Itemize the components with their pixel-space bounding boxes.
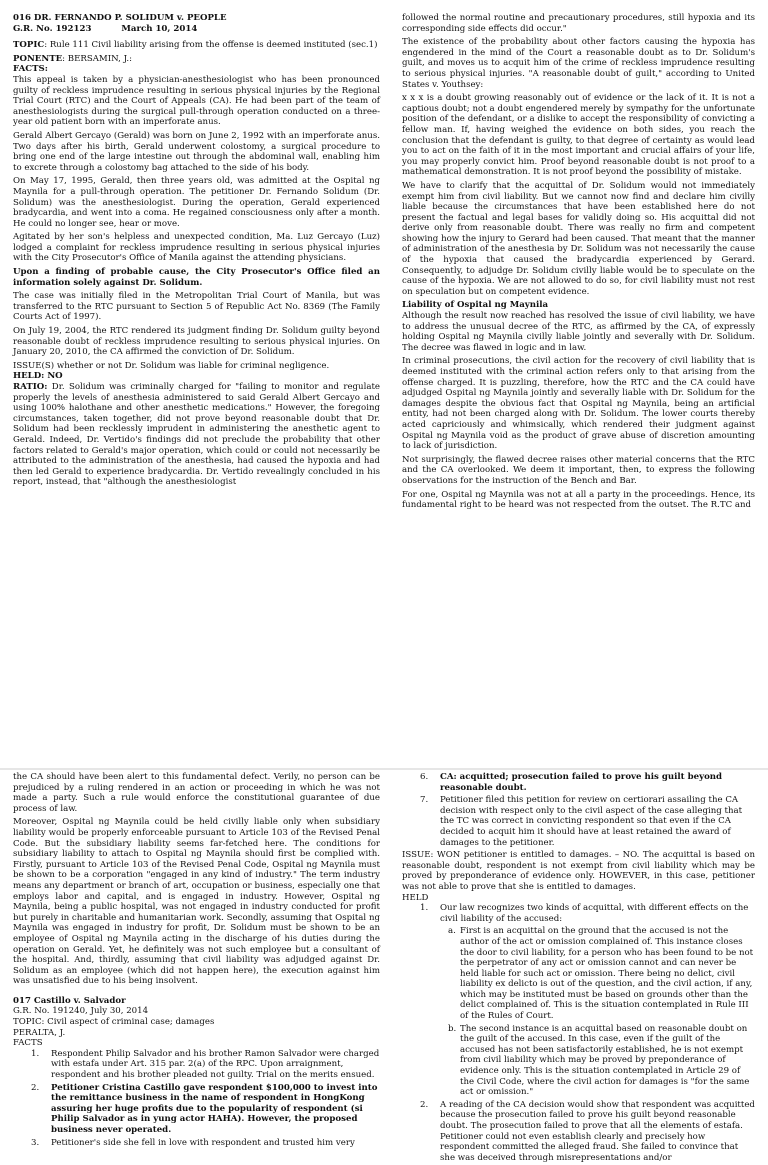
list-item: 1. Respondent Philip Salvador and his brother Ramon Salvador were charged with estafa under Art. 315 par. 2(a) of the RPC. Upon arraignment, respondent and his brother pleaded not guilty. Trial on the merits ensued.: [31, 1048, 380, 1081]
page-one-right-column: [402, 13, 755, 514]
ratio-continued: x x x is a doubt growing reasonably out of evidence or the lack of it. It is not a captious doubt; not a doubt engendered merely by sympathy for the unfortunate position of the defendant, or a dislike to accept the responsibility of convicting a fellow man. If, having weighed the evidence on both sides, you reach the conclusion that the defendant is guilty, to that degree of certainty as would lead you to act on the faith of it in the most important and crucial affairs of your life, you may properly convict him. Proof beyond reasonable doubt is not proof to a mathematical demonstration. It is not proof beyond the possibility of mistake.: [402, 93, 755, 178]
case-title: 017 Castillo v. Salvador: [13, 995, 126, 1006]
facts-paragraph: On July 19, 2004, the RTC rendered its judgment finding Dr. Solidum guilty beyond reasonable doubt of reckless imprudence resulting to serious physical injuries. On January 20, 2010, the CA affirmed the conviction of Dr. Solidum.: [13, 326, 380, 358]
list-item: 6. CA: acquitted; prosecution failed to prove his guilt beyond reasonable doubt.: [420, 772, 723, 793]
ratio-continued: followed the normal routine and precautionary procedures, still hypoxia and its corresponding side effects did occur.": [402, 13, 755, 34]
list-item: 1. Our law recognizes two kinds of acquittal, with different effects on the civil liability of the accused:: [420, 903, 749, 924]
ratio-paragraph: RATIO: Dr. Solidum was criminally charged for "failing to monitor and regulate properly the levels of anesthesia administered to said Gerald Albert Gercayo and using 100% halothane and other anesthetic medications." However, the foregoing circumstances, taken together, did not prove beyond reasonable doubt that Dr. Solidum had been recklessly imprudent in administering the anesthetic agent to Gerald. Indeed, Dr. Vertido's findings did not preclude the probability that other factors related to Gerald's major operation, which could or could not necessarily be attributed to the administration of the anesthesia, had caused the hypoxia and had then led Gerald to experience bradycardia. Dr. Vertido revealingly concluded in his report, instead, that "although the anesthesiologist: [13, 382, 380, 488]
case-gr-number: G.R. No. 191240, July 30, 2014: [13, 1006, 149, 1017]
ratio-continued: Not surprisingly, the flawed decree raises other material concerns that the RTC and the CA overlooked. We deem it important, then, to express the following observations for the instruction of the Bench and Bar.: [402, 454, 755, 486]
facts-paragraph: Upon a finding of probable cause, the City Prosecutor's Office filed an information solely against Dr. Solidum.: [13, 267, 380, 288]
issue-line: ISSUE(S) whether or not Dr. Solidum was liable for criminal negligence.: [13, 360, 330, 371]
list-item: 2. A reading of the CA decision would show that respondent was acquitted because the prosecution failed to prove his guilt beyond reasonable doubt. The prosecution failed to prove that all the elements of estafa. Petitioner could not even establish clearly and precisely how respondent committed the alleged fraud. She failed to convince that she was deceived through misrepresentations and/or: [420, 1099, 755, 1163]
page-two: [0, 770, 768, 1163]
topic-line: TOPIC: Civil aspect of criminal case; damages: [13, 1017, 215, 1028]
facts-heading: FACTS: [13, 1038, 43, 1049]
list-item: 3. Petitioner's side she fell in love with respondent and trusted him very: [31, 1137, 355, 1148]
facts-list: [402, 772, 755, 848]
held-line: HELD: [402, 892, 429, 903]
ratio-continued: Although the result now reached has resolved the issue of civil liability, we have to address the unusual decree of the RTC, as affirmed by the CA, of expressly holding Ospital ng Maynila civilly liable jointly and severally with Dr. Solidum. The decree was flawed in logic and in law.: [402, 311, 755, 353]
list-item: 7. Petitioner filed this petition for review on certiorari assailing the CA decision with respect only to the civil aspect of the case alleging that the TC was correct in convicting respondent so that even if the CA decided to acquit him it should have at least retained the award of damages to the petitioner.: [420, 795, 743, 848]
ratio-continued: For one, Ospital ng Maynila was not at all a party in the proceedings. Hence, its fundamental right to be heard was not respected from the outset. The R.TC and: [402, 489, 755, 511]
case-title: 016 DR. FERNANDO P. SOLIDUM v. PEOPLE: [13, 13, 227, 23]
topic-line: TOPIC: Rule 111 Civil liability arising from the offense is deemed instituted (sec.1): [13, 40, 378, 51]
facts-heading: FACTS:: [13, 64, 48, 75]
ratio-continued: Moreover, Ospital ng Maynila could be held civilly liable only when subsidiary liability would be properly enforceable pursuant to Article 103 of the Revised Penal Code. But the subsidiary liability seems far-fetched here. The conditions for subsidiary liability to attach to Ospital ng Maynila should first be complied with. Firstly, pursuant to Article 103 of the Revised Penal Code, Ospital ng Maynila must be shown to be a corporation "engaged in any kind of industry." The term industry means any department or branch of art, occupation or business, especially one that employs labor and capital, and is engaged in industry. However, Ospital ng Maynila, being a public hospital, was not engaged in industry conducted for profit but purely in charitable and humanitarian work. Secondly, assuming that Ospital ng Maynila was engaged in industry for profit, Dr. Solidum must be shown to be an employee of Ospital ng Maynila acting in the discharge of his duties during the operation on Gerald. Yet, he definitely was not such employee but a consultant of the hospital. And, thirdly, assuming that civil liability was adjudged against Dr. Solidum as an employee (which did not happen here), the execution against him was unsatisfied due to his being insolvent.: [13, 817, 380, 987]
page-two-right-column: [402, 772, 755, 1165]
ratio-continued: The existence of the probability about other factors causing the hypoxia has engendered in the mind of the Court a reasonable doubt as to Dr. Solidum's guilt, and moves us to acquit him of the crime of reckless imprudence resulting to serious physical injuries. "A reasonable doubt of guilt," according to United States v. Youthsey:: [402, 37, 755, 90]
facts-list: [13, 1049, 380, 1148]
ratio-continued: the CA should have been alert to this fundamental defect. Verily, no person can be prejudiced by a ruling rendered in an action or proceeding in which he was not made a party. Such a rule would enforce the constitutional guarantee of due process of law.: [13, 772, 380, 814]
ratio-continued: We have to clarify that the acquittal of Dr. Solidum would not immediately exempt him from civil liability. But we cannot now find and declare him civilly liable because the circumstances that have been established here do not present the factual and legal bases for validly doing so. His acquittal did not derive only from reasonable doubt. There was really no firm and competent showing how the injury to Gerard had been caused. That meant that the manner of administration of the anesthesia by Dr. Solidum was not necessarily the cause of the hypoxia that caused the bradycardia experienced by Gerard. Consequently, to adjudge Dr. Solidum civilly liable would be to speculate on the cause of the hypoxia. We are not allowed to do so, for civil liability must not rest on speculation but on competent evidence.: [402, 180, 755, 297]
issue-line: ISSUE: WON petitioner is entitled to damages. – NO. The acquittal is based on reasonable doubt, respondent is not exempt from civil liability which may be proved by preponderance of evidence only. HOWEVER, in this case, petitioner was not able to prove that she is entitled to damages.: [402, 850, 755, 892]
list-item: a. First is an acquittal on the ground that the accused is not the author of the act or omission complained of. This instance closes the door to civil liability, for a person who has been found to be not the perpetrator of any act or omission cannot and can never be held liable for such act or omission. There being no delict, civil liability ex delicto is out of the question, and the civil action, if any, which may be instituted must be based on grounds other than the delict complained of. This is the situation contemplated in Rule III of the Rules of Court.: [448, 926, 754, 1022]
list-item: b. The second instance is an acquittal based on reasonable doubt on the guilt of the accused. In this case, even if the guilt of the accused has not been satisfactorily established, he is not exempt from civil liability which may be proved by preponderance of evidence only. This is the situation contemplated in Article 29 of the Civil Code, where the civil action for damages is "for the same act or omission.": [448, 1023, 750, 1098]
facts-paragraph: This appeal is taken by a physician-anesthesiologist who has been pronounced guilty of reckless imprudence resulting in serious physical injuries by the Regional Trial Court (RTC) and the Court of Appeals (CA). He had been part of the team of anesthesiologists during the surgical pull-through operation conducted on a three-year old patient born with an imperforate anus.: [13, 74, 380, 128]
ponente-line: PERALTA, J.: [13, 1027, 66, 1038]
ratio-continued: In criminal prosecutions, the civil action for the recovery of civil liability that is deemed instituted with the criminal action refers only to that arising from the offense charged. It is puzzling, therefore, how the RTC and the CA could have adjudged Ospital ng Maynila jointly and severally liable with Dr. Solidum for the damages despite the obvious fact that Ospital ng Maynila, being an artificial entity, had not been charged along with Dr. Solidum. The lower courts thereby acted capriciously and whimsically, which rendered their judgment against Ospital ng Maynila void as the product of grave abuse of discretion amounting to lack of jurisdiction.: [402, 356, 755, 452]
held-line: HELD: NO: [13, 371, 63, 382]
facts-paragraph: Gerald Albert Gercayo (Gerald) was born on June 2, 1992 with an imperforate anus. Two days after his birth, Gerald underwent colostomy, a surgical procedure to bring one end of the large intestine out through the abdominal wall, enabling him to excrete through a colostomy bag attached to the side of his body.: [13, 130, 380, 173]
held-list: [402, 903, 755, 1163]
case-gr-number: G.R. No. 192123 March 10, 2014: [13, 23, 198, 34]
list-item: 2. Petitioner Cristina Castillo gave respondent $100,000 to invest into the remittance business in the name of respondent in HongKong assuring her huge profits due to the popularity of respondent (si Philip Salvador as in yung actor HAHA). However, the proposed business never operated.: [31, 1082, 378, 1135]
facts-paragraph: On May 17, 1995, Gerald, then three years old, was admitted at the Ospital ng Maynila for a pull-through operation. The petitioner Dr. Fernando Solidum (Dr. Solidum) was the anesthesiologist. During the operation, Gerald experienced bradycardia, and went into a coma. He regained consciousness only after a month. He could no longer see, hear or move.: [13, 176, 380, 229]
facts-paragraph: Agitated by her son's helpless and unexpected condition, Ma. Luz Gercayo (Luz) lodged a complaint for reckless imprudence resulting in serious physical injuries with the City Prosecutor's Office of Manila against the attending physicians.: [13, 232, 380, 264]
section-heading: Liability of Ospital ng Maynila: [402, 300, 549, 311]
ponente-line: PONENTE: BERSAMIN, J.:: [13, 53, 132, 64]
facts-paragraph: The case was initially filed in the Metropolitan Trial Court of Manila, but was transferred to the RTC pursuant to Section 5 of Republic Act No. 8369 (The Family Courts Act of 1997).: [13, 291, 380, 323]
page-two-left-column: [13, 772, 380, 1150]
page-one-left-column: [13, 13, 380, 491]
